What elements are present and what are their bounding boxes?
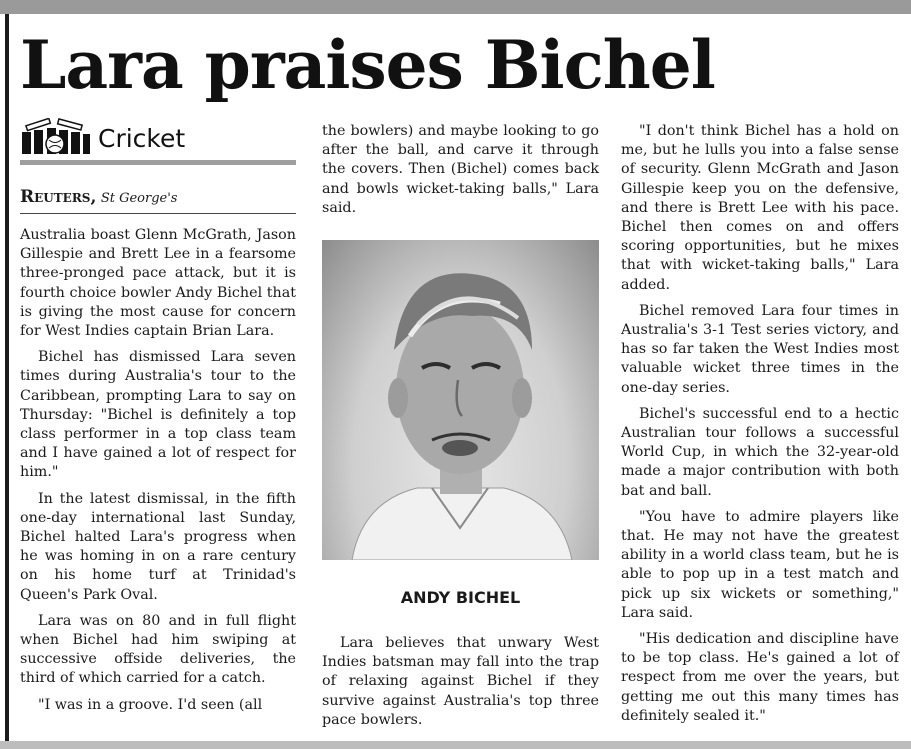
paragraph: "I don't think Bichel has a hold on me, but he lulls you into a false sense of security. Glenn McGrath and Jason Gillespie keep you on the defensive, and there is Brett Lee with his pace. Bichel then comes on and offers scoring opportunities, but he mixes that with wicket-taking balls," Lara added. <box>621 123 899 293</box>
photo-caption: ANDY BICHEL <box>400 588 521 607</box>
byline <box>20 186 296 210</box>
article-column-2-bottom <box>322 634 599 737</box>
bottom-rule <box>0 741 911 749</box>
byline-rule <box>20 213 296 214</box>
section-rule <box>20 160 296 165</box>
paragraph: Lara believes that unwary West Indies batsman may fall into the trap of relaxing against Bichel if they survive against Australia's top three pace bowlers. <box>322 635 599 728</box>
paragraph: Bichel removed Lara four times in Australia's 3-1 Test series victory, and has so far taken the West Indies most valuable wicket three times in the one-day series. <box>621 302 899 396</box>
paragraph: "I was in a groove. I'd seen (all <box>38 696 263 713</box>
paragraph: Lara was on 80 and in full flight when Bichel had him swiping at successive offside deliveries, the third of which carried for a catch. <box>20 612 296 687</box>
paragraph: "His dedication and discipline have to be top class. He's gained a lot of respect from me over the years, but getting me out this many times has definitely sealed it." <box>621 631 899 724</box>
byline-place: St George's <box>100 191 178 206</box>
headline: Lara praises Bichel <box>20 26 715 104</box>
paragraph: "You have to admire players like that. He may not have the greatest ability in a world class team, but he is able to pop up in a test match and pick up six wickets or something," Lara said. <box>621 508 899 621</box>
byline-agency: Reuters, <box>20 187 97 207</box>
paragraph: the bowlers) and maybe looking to go after the ball, and carve it through the covers. Then (Bichel) comes back and bowls wicket-taking balls," Lara said. <box>322 123 599 216</box>
paragraph: In the latest dismissal, in the fifth one-day international last Sunday, Bichel halted Lara's progress when he was homing in on a rare century on his home turf at Trinidad's Queen's Park Oval. <box>20 490 296 603</box>
paragraph: Australia boast Glenn McGrath, Jason Gillespie and Brett Lee in a fearsome three-pronged pace attack, but it is fourth choice bowler Andy Bichel that is giving the most cause for concern for West Indies captain Brian Lara. <box>20 227 296 340</box>
paragraph: Bichel's successful end to a hectic Australian tour follows a successful World Cup, in which the 32-year-old made a major contribution with both bat and ball. <box>621 405 899 499</box>
article-column-1 <box>20 226 296 722</box>
section-label: Cricket <box>98 123 186 153</box>
player-photo <box>322 240 599 560</box>
section-header <box>20 118 296 165</box>
paragraph: Bichel has dismissed Lara seven times during Australia's tour to the Caribbean, prompting Lara to say on Thursday: "Bichel is definitely a top class performer in a top class team and I have gained a lot of respect for him." <box>20 349 296 481</box>
left-rule <box>5 14 9 749</box>
article-column-3 <box>621 122 899 733</box>
cricket-stumps-icon <box>20 118 92 158</box>
top-rule <box>0 0 911 14</box>
article-column-2-top <box>322 122 599 225</box>
